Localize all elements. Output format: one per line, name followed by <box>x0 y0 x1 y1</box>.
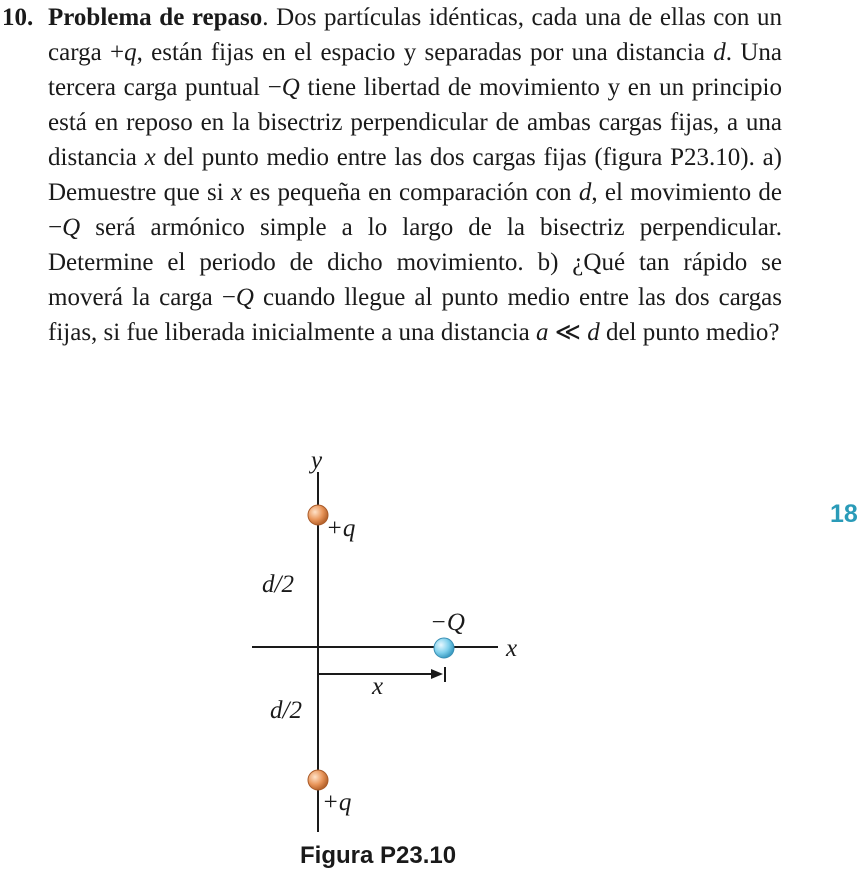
upper-distance-label: d/2 <box>262 571 294 598</box>
problem-text <box>48 0 782 350</box>
top-charge-label: +q <box>326 515 356 542</box>
positive-charge-top <box>308 505 328 525</box>
variable-x: x <box>230 179 243 206</box>
problem-text-segment: ≪ <box>548 319 588 346</box>
problem-text-segment: , están fijas en el espacio y separadas por una distancia <box>136 39 714 66</box>
bottom-charge-label: +q <box>322 789 352 816</box>
variable-a: a <box>536 319 549 346</box>
variable-d: d <box>713 39 726 66</box>
lower-distance-label: d/2 <box>270 697 302 724</box>
moving-charge-label: −Q <box>430 609 465 636</box>
problem-number: 10. <box>2 4 34 31</box>
problem-text-segment: cuando llegue al punto medio entre las dos cargas fijas, si fue liberada inicialmente a una distancia <box>48 284 782 346</box>
margin-page-number: 18 <box>830 500 858 528</box>
problem-text-segment: . Dos partículas idénticas, cada una de ellas con un carga + <box>48 4 783 66</box>
y-axis-label: y <box>311 447 323 474</box>
problem-text-segment: tiene libertad de movimiento y en un principio está en reposo en la bisectriz perpendicular de ambas cargas fijas, a una distancia <box>48 74 783 171</box>
variable-d: d <box>587 319 600 346</box>
problem-lead: Problema de repaso <box>48 4 263 31</box>
x-distance-label: x <box>372 673 384 700</box>
variable-Q: Q <box>281 74 300 101</box>
figure-caption: Figura P23.10 <box>300 842 457 869</box>
variable-x: x <box>144 144 156 171</box>
variable-d: d <box>578 179 592 206</box>
x-axis-label: x <box>506 635 518 662</box>
figure-diagram <box>0 430 862 890</box>
figure-p23-10 <box>0 430 862 890</box>
problem-text-segment: es pequeña en comparación con <box>242 179 579 206</box>
problem-text-segment: , el movimiento de − <box>48 179 782 241</box>
arrowhead-icon <box>431 669 443 679</box>
variable-Q: Q <box>235 284 254 311</box>
problem-text-segment: del punto medio? <box>599 319 780 346</box>
variable-Q: Q <box>62 214 81 241</box>
problem-text-segment: . Una tercera carga puntual − <box>48 39 782 101</box>
negative-charge <box>434 638 454 658</box>
variable-q: q <box>124 39 137 66</box>
problem-text-segment: del punto medio entre las dos cargas fijas (figura P23.10). a) Demuestre que si <box>48 144 782 206</box>
positive-charge-bottom <box>308 770 328 790</box>
problem-text-segment: será armónico simple a lo largo de la bisectriz perpendicular. Determine el periodo de dicho movimiento. b) ¿Qué tan rápido se moverá la carga − <box>48 214 782 311</box>
